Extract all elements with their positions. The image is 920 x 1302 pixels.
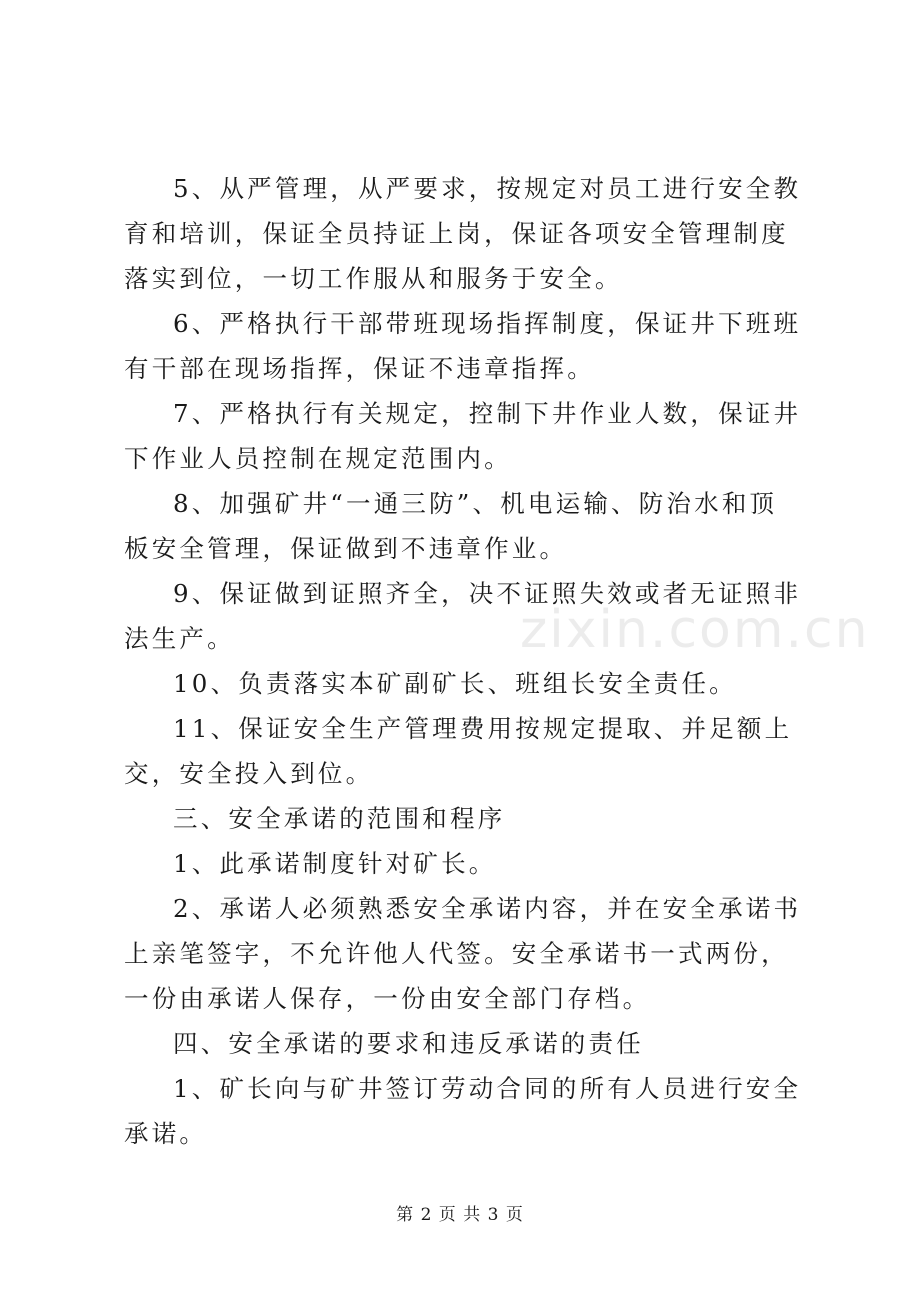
watermark: zixin.com.cn [520, 600, 870, 660]
paragraph-scope-2: 2、承诺人必须熟悉安全承诺内容，并在安全承诺书上亲笔签字，不允许他人代签。安全承诺书一式两份，一份由承诺人保存，一份由安全部门存档。 [124, 894, 802, 1013]
paragraph-item-6: 6、严格执行干部带班现场指挥制度，保证井下班班有干部在现场指挥，保证不违章指挥。 [124, 309, 802, 383]
paragraph-item-11: 11、保证安全生产管理费用按规定提取、并足额上交，安全投入到位。 [124, 714, 793, 788]
paragraph-item-8: 8、加强矿井“一通三防”、机电运输、防治水和顶板安全管理，保证做到不违章作业。 [124, 489, 778, 563]
page-footer: 第 2 页 共 3 页 [396, 1205, 524, 1225]
paragraph-item-9: 9、保证做到证照齐全，决不证照失效或者无证照非法生产。 [124, 579, 802, 653]
document-body [124, 166, 804, 1156]
paragraph-item-5: 5、从严管理，从严要求，按规定对员工进行安全教育和培训，保证全员持证上岗，保证各项安全管理制度落实到位，一切工作服从和服务于安全。 [124, 174, 802, 293]
paragraph-item-10: 10、负责落实本矿副矿长、班组长安全责任。 [173, 669, 737, 698]
paragraph-item-7: 7、严格执行有关规定，控制下井作业人数，保证井下作业人员控制在规定范围内。 [124, 399, 802, 473]
section-heading-requirements: 四、安全承诺的要求和违反承诺的责任 [173, 1029, 644, 1058]
paragraph-requirements-1: 1、矿长向与矿井签订劳动合同的所有人员进行安全承诺。 [124, 1074, 802, 1148]
paragraph-scope-1: 1、此承诺制度针对矿长。 [173, 849, 497, 878]
section-heading-scope: 三、安全承诺的范围和程序 [173, 804, 506, 833]
